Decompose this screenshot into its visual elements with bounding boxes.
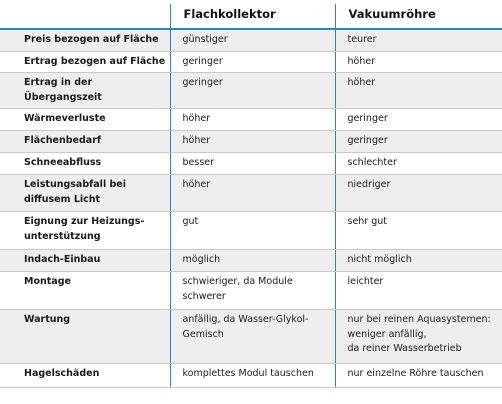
cell-flachkollektor: höher [170,175,335,212]
row-label: Ertrag bezogen auf Fläche [0,51,170,73]
table-row [0,51,502,73]
table-row [0,212,502,250]
header-row [0,4,502,29]
table-row [0,29,502,51]
cell-flachkollektor: geringer [170,73,335,109]
cell-vakuumroehre: teurer [335,29,502,51]
table-row [0,153,502,175]
header-blank [0,4,170,29]
row-label: Hagelschäden [0,364,170,388]
row-label: Ertrag in der Übergangszeit [0,73,170,109]
cell-vakuumroehre: geringer [335,131,502,153]
cell-flachkollektor: höher [170,109,335,131]
table-row [0,310,502,364]
row-label: Leistungsabfall bei diffusem Licht [0,175,170,212]
cell-flachkollektor: schwieriger, da Module schwerer [170,272,335,310]
row-label: Schneeabfluss [0,153,170,175]
row-label: Indach-Einbau [0,250,170,272]
table-row [0,272,502,310]
cell-flachkollektor: gut [170,212,335,250]
row-label: Wartung [0,310,170,364]
cell-flachkollektor: komplettes Modul tauschen [170,364,335,388]
cell-vakuumroehre: geringer [335,109,502,131]
cell-flachkollektor: günstiger [170,29,335,51]
row-label: Preis bezogen auf Fläche [0,29,170,51]
comparison-table [0,4,502,388]
cell-vakuumroehre: nur einzelne Röhre tauschen [335,364,502,388]
header-vakuumroehre: Vakuumröhre [335,4,502,29]
cell-vakuumroehre: leichter [335,272,502,310]
table-row [0,175,502,212]
row-label: Eignung zur Heizungs- unterstützung [0,212,170,250]
cell-flachkollektor: besser [170,153,335,175]
cell-vakuumroehre: höher [335,73,502,109]
cell-vakuumroehre: nur bei reinen Aquasystemen: weniger anfällig, da reiner Wasserbetrieb [335,310,502,364]
table-row [0,250,502,272]
table-row [0,364,502,388]
table-row [0,131,502,153]
row-label: Montage [0,272,170,310]
cell-flachkollektor: geringer [170,51,335,73]
cell-vakuumroehre: höher [335,51,502,73]
cell-vakuumroehre: niedriger [335,175,502,212]
row-label: Wärmeverluste [0,109,170,131]
cell-flachkollektor: höher [170,131,335,153]
table-row [0,73,502,109]
header-flachkollektor: Flachkollektor [170,4,335,29]
cell-flachkollektor: anfällig, da Wasser-Glykol- Gemisch [170,310,335,364]
cell-flachkollektor: möglich [170,250,335,272]
cell-vakuumroehre: sehr gut [335,212,502,250]
row-label: Flächenbedarf [0,131,170,153]
table-row [0,109,502,131]
cell-vakuumroehre: schlechter [335,153,502,175]
cell-vakuumroehre: nicht möglich [335,250,502,272]
